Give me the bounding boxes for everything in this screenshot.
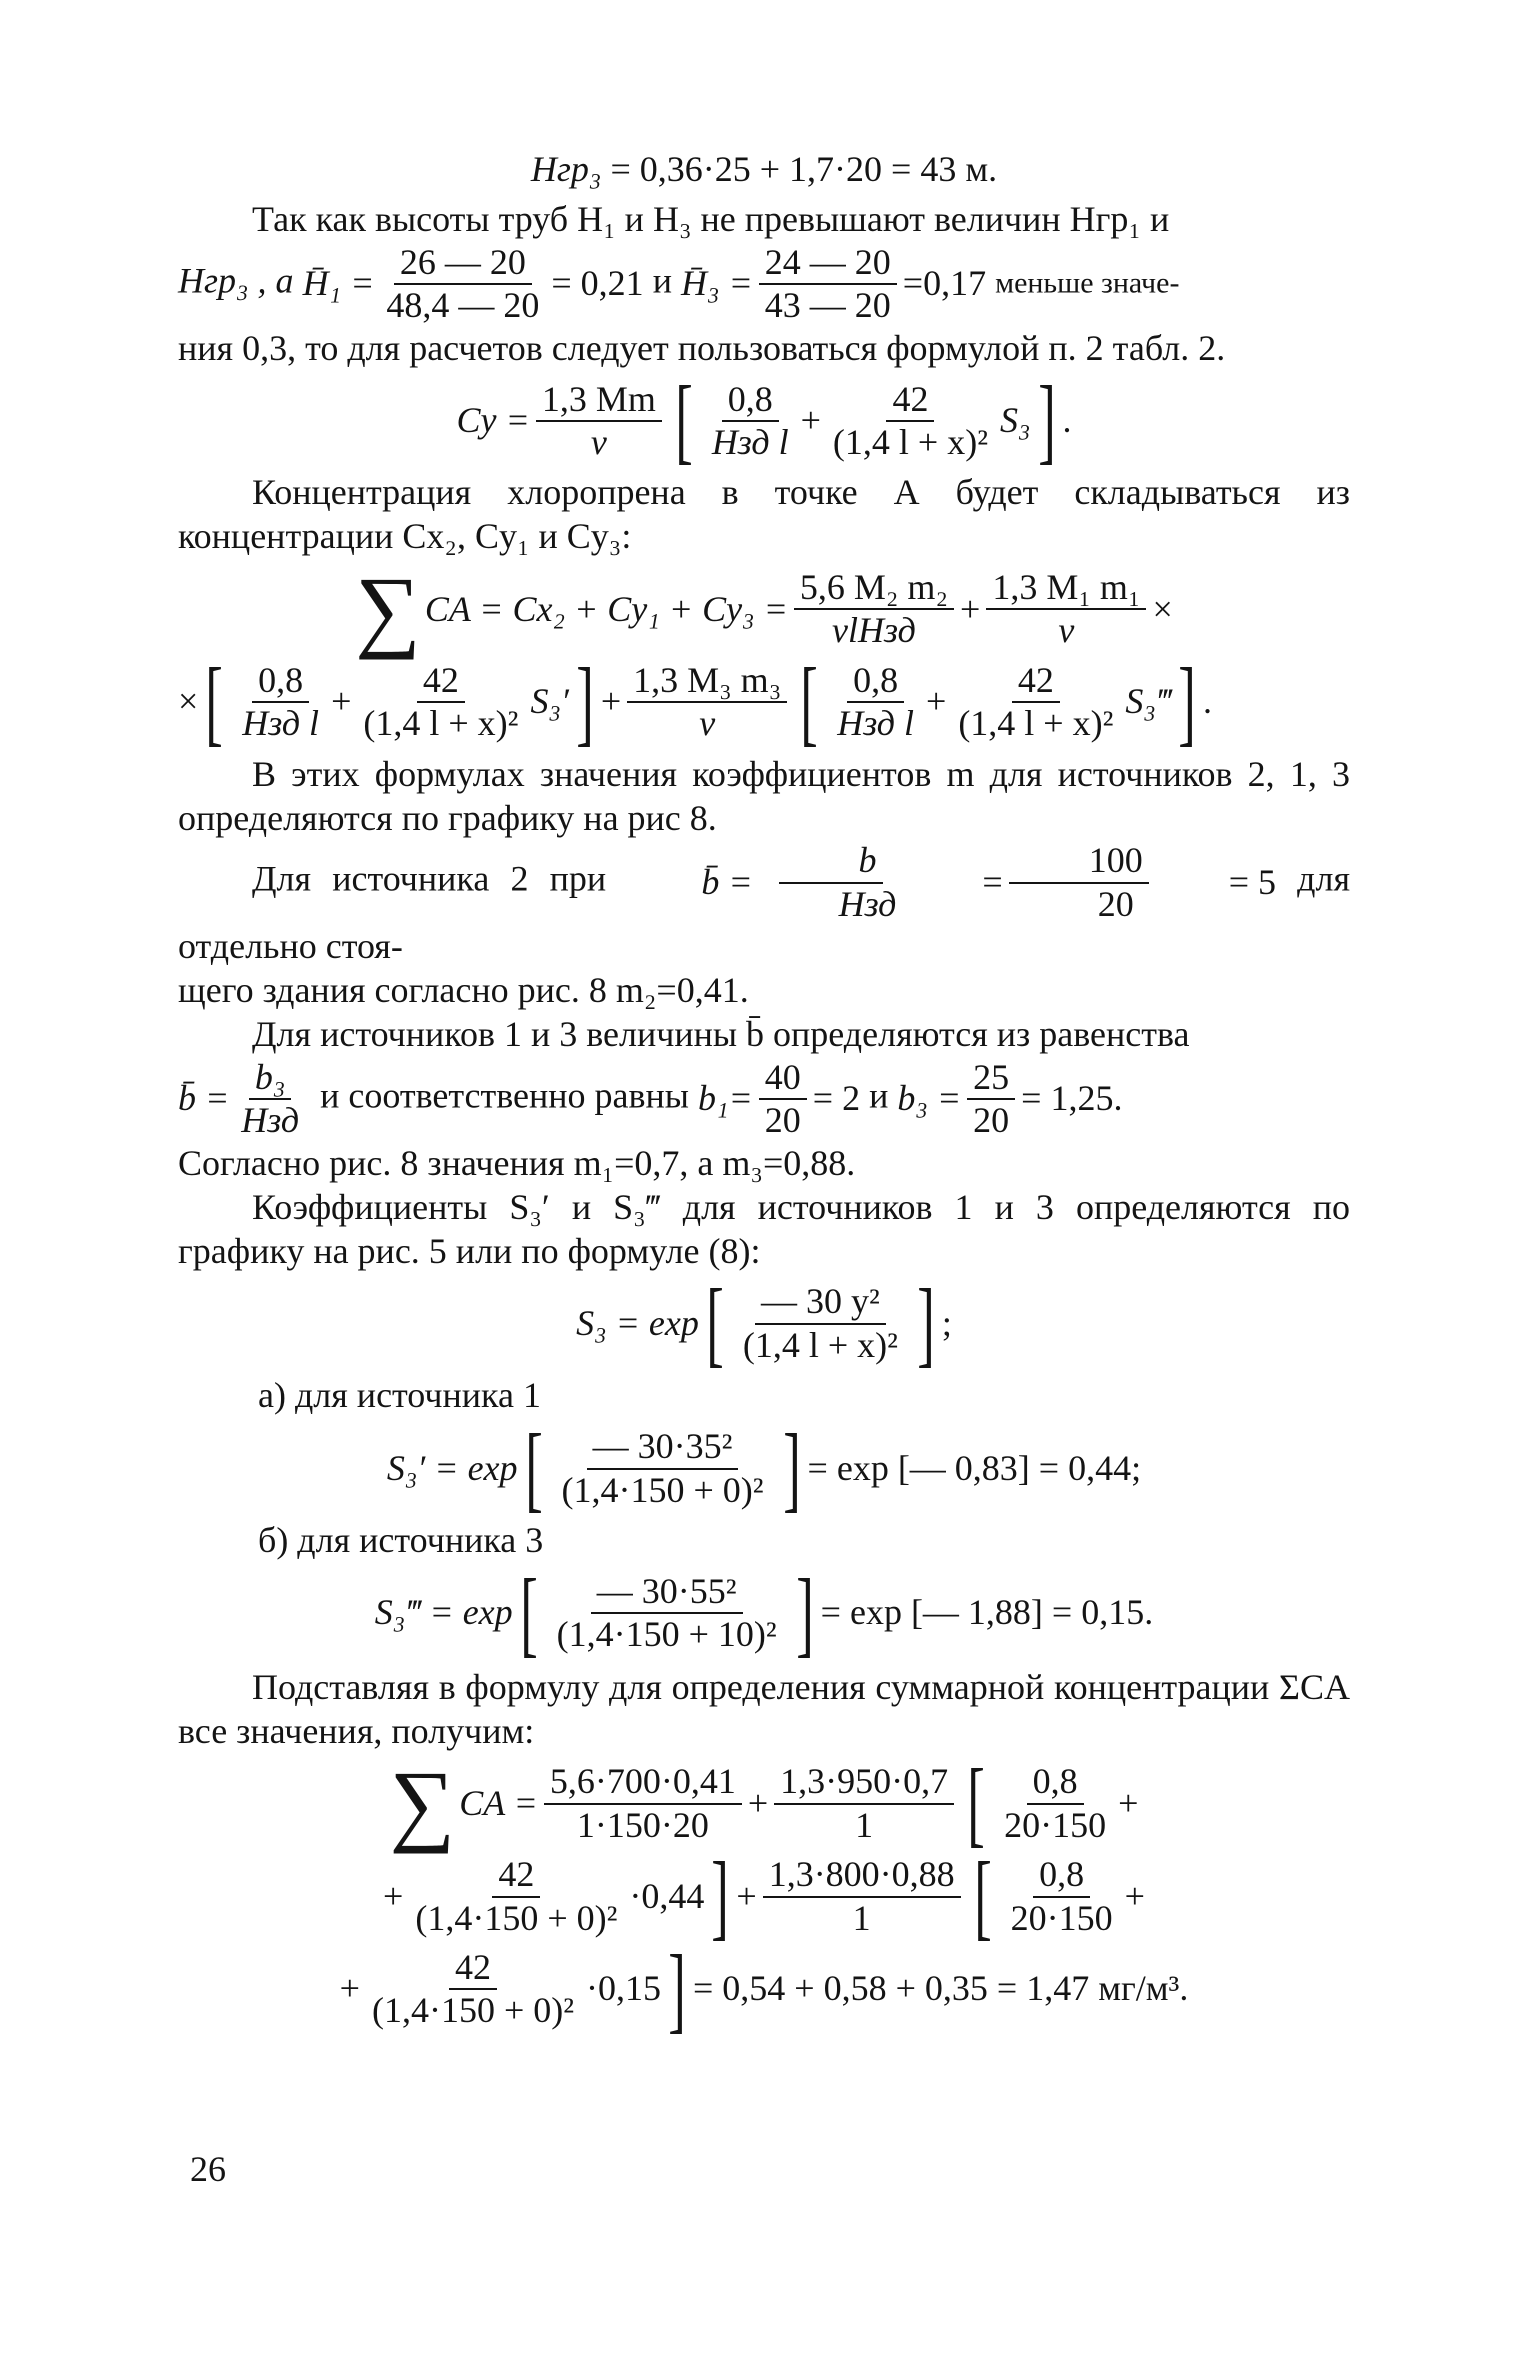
formula-s3-dprime: S₃‴ = exp [ — 30·55² (1,4·150 + 10)² ] = exp [— 1,88] = 0,15. [374,1558,1154,1666]
item-b: б) для источника 3 [258,1519,544,1560]
paragraph-sources-1-3-end: Согласно рис. 8 значения m₁=0,7, а m₃=0,88. [178,1142,856,1183]
formula-bbar-i: b̄ = b₃ Hзд [178,1056,300,1141]
paragraph-heights-end: ния 0,3, то для расчетов следует пользоваться формулой п. 2 табл. 2. [178,327,1226,368]
formula-b3: b₃ = $\frac{25}{20}$ = 1,25. [897,1056,1123,1141]
formula-bbar: b̄ = b Hзд = $\frac{100}{20}$ = 5 [701,840,1277,924]
item-a: а) для источника 1 [258,1375,541,1416]
formula-final-2: + $\frac{42}{\text{(1,4·150 + 0)²}}$ ·0,44 ] + $\frac{1,3\cdot 800\cdot 0,88}{1}$ [ 0,8 20·150 + [383,1842,1145,1950]
paragraph-heights-cont: Hгр₃ , а H̄₁ = $\frac{26 — 20}{48,4 — 20}$ = 0,21 и H̄₃ = $\frac{24 — 20}{43 — 20}$ =0,17 меньше значе- [178,241,1180,326]
paragraph-sources-1-3: Для источников 1 и 3 величины b̄ определяются из равенства [252,1014,1190,1055]
paragraph-sources-1-3-cont: b̄ = b₃ Hзд и соответственно равны b₁= $\frac{40}{20}$ = 2 и b₃ = $\frac{25}{20}$ = 1,25. [178,1056,1123,1141]
formula-s3-prime: S₃′ = exp [ — 30·35² (1,4·150 + 0)² ] = exp [— 0,83] = 0,44; [386,1414,1142,1522]
paragraph-concentration: Концентрация хлоропрена в точке А будет складываться из концентрации Cx₂, Cy₁ и Cy₃: [178,472,1350,557]
formula-sum-ca-cont: × [ 0,8 Hзд l + $\frac{42}{\text{(1,4 l + x)²}}$ S₃′ ] + $\frac{\text{1,3 M₃ m₃}}{v}$ [ 0,8 Hзд l + $\frac{42}{\text{(1,4 l + x)²}}$ S₃‴ ] . [178,647,1212,755]
paragraph-coefficients-m: В этих формулах значения коэффициентов m для источников 2, 1, 3 определяются по графику на рис 8. [178,753,1350,838]
formula-cy: Cy = $\frac{1,3 Mm}{v}$ [ 0,8 Hзд l + $\frac{42}{\text{(1,4 l + x)²}}$ S₃ ] . [456,366,1072,474]
sum-sign: ∑ [389,1752,456,1855]
formula-final-1: ∑ CA = $\frac{5,6\cdot 700\cdot 0,41}{1\cdot 150\cdot 20}$ + $\frac{1,3\cdot 950\cdot 0,7}{1}$ [ 0,8 20·150 + [389,1749,1139,1857]
paragraph-heights: Так как высоты труб H₁ и H₃ не превышают величин Hгр₁ и [252,198,1170,239]
paragraph-coefficients-s: Коэффициенты S₃′ и S₃‴ для источников 1 и 3 определяются по графику на рис. 5 или по формуле (8): [178,1186,1350,1271]
formula-hgr3: Hгр₃ = 0,36·25 + 1,7·20 = 43 м. [530,149,998,189]
paragraph-source-2: Для источника 2 при b̄ = b Hзд = $\frac{100}{20}$ = 5 для отдельно стоя- [178,840,1350,967]
page-body [178,148,1350,2040]
page-number: 26 [190,2149,226,2189]
paragraph-source-2-end: щего здания согласно рис. 8 m₂=0,41. [178,970,749,1011]
sum-sign: ∑ [355,557,421,660]
formula-h3bar: H̄₃ = $\frac{24 — 20}{43 — 20}$ =0,17 [680,241,987,326]
paragraph-substitution: Подставляя в формулу для определения суммарной концентрации ΣCA все значения, получим: [178,1666,1350,1751]
formula-s3: S₃ = exp [ — 30 y² (1,4 l + x)² ] ; [576,1269,952,1377]
formula-h1bar: H̄₁ = $\frac{26 — 20}{48,4 — 20}$ = 0,21 [302,241,644,326]
formula-final-3: + $\frac{42}{\text{(1,4·150 + 0)²}}$ ·0,15 ] = 0,54 + 0,58 + 0,35 = 1,47 мг/м³. [339,1934,1189,2042]
formula-b1: b₁= $\frac{40}{20}$ = 2 [697,1056,861,1141]
formula-sum-ca: ∑ CA = Cx₂ + Cy₁ + Cy₃ = 5,6 M₂ m₂ vlHзд + $\frac{\text{1,3 M₁ m₁}}{v}$ × [355,557,1173,660]
